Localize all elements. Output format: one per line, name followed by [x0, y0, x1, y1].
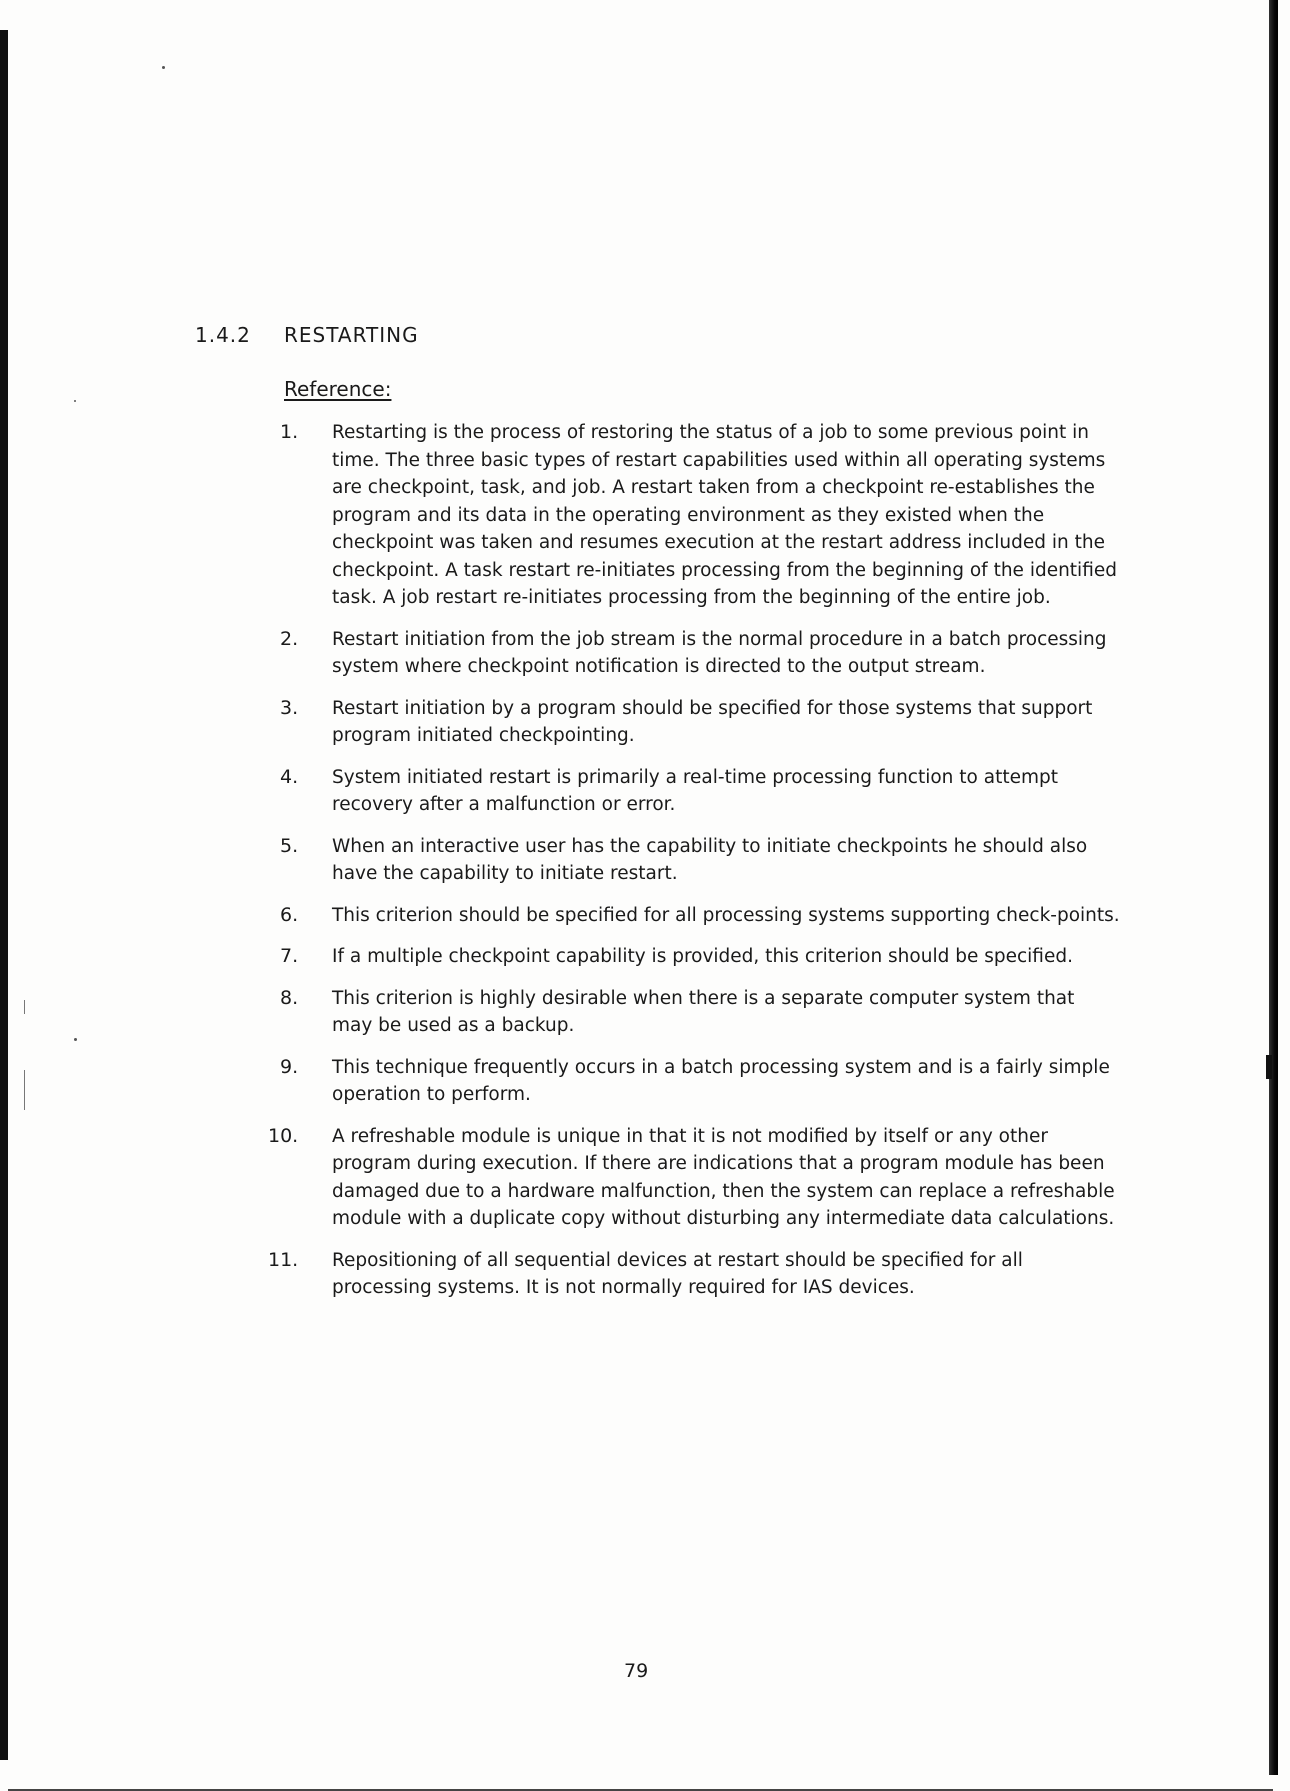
- list-item: [280, 985, 1120, 1040]
- list-item: [268, 1247, 1120, 1302]
- reference-label: Reference:: [284, 377, 392, 401]
- item-number: 5.: [280, 834, 299, 857]
- item-text: When an interactive user has the capability to initiate checkpoints he should also have the capability to initiate restart.: [332, 835, 1088, 884]
- item-text: This criterion should be specified for all processing systems supporting check-points.: [332, 904, 1120, 926]
- item-text: If a multiple checkpoint capability is provided, this criterion should be specified.: [332, 946, 1073, 967]
- item-text: Restart initiation by a program should be specified for those systems that support program initiated checkpointing.: [332, 697, 1093, 746]
- item-text: This criterion is highly desirable when there is a separate computer system that may be used as a backup.: [332, 987, 1075, 1036]
- item-text: Repositioning of all sequential devices at restart should be specified for all processing systems. It is not normally required for IAS devices.: [332, 1249, 1023, 1298]
- scan-edge-right: [1269, 0, 1278, 1775]
- list-item: [280, 902, 1120, 930]
- item-number: 1.: [280, 421, 299, 443]
- item-number: 10.: [268, 1124, 299, 1147]
- list-item: [268, 1123, 1120, 1233]
- list-item: [280, 1054, 1120, 1109]
- scan-edge-left: [0, 30, 8, 1760]
- scan-speck: [74, 1038, 77, 1041]
- scan-speck: [74, 400, 76, 402]
- scan-mark: [24, 1000, 25, 1014]
- item-number: 7.: [280, 945, 299, 967]
- item-number: 11.: [268, 1248, 299, 1271]
- page-number: 79: [624, 1660, 649, 1682]
- item-text: This technique frequently occurs in a batch processing system and is a fairly simple operation to perform.: [332, 1056, 1110, 1105]
- list-item: [280, 833, 1120, 888]
- list-item: [280, 764, 1120, 819]
- section-number: 1.4.2: [195, 323, 251, 347]
- item-text: A refreshable module is unique in that it is not modified by itself or any other program during execution. If there are indications that a program module has been damaged due to a hardware malfunction, then the system can replace a refreshable module with a duplicate copy without disturbing any intermediate data calculations.: [332, 1125, 1115, 1229]
- item-number: 4.: [280, 765, 299, 788]
- list-item: [280, 626, 1120, 681]
- reference-list: [268, 419, 1120, 1316]
- item-text: Restarting is the process of restoring the status of a job to some previous point in time. The three basic types of restart capabilities used within all operating systems are checkpoint, task, and job. A restart taken from a checkpoint re-establishes the program and its data in the operating environment as they existed when the checkpoint was taken and resumes execution at the restart address included in the checkpoint. A task restart re-initiates processing from the beginning of the identified task. A job restart re-initiates processing from the beginning of the entire job.: [332, 422, 1117, 608]
- scan-speck: [162, 66, 165, 69]
- list-item: [280, 943, 1120, 971]
- item-number: 9.: [280, 1055, 299, 1078]
- item-number: 2.: [280, 627, 299, 650]
- item-number: 8.: [280, 986, 299, 1009]
- item-number: 3.: [280, 696, 299, 719]
- list-item: [280, 695, 1120, 750]
- list-item: [280, 419, 1120, 612]
- item-text: Restart initiation from the job stream is the normal procedure in a batch processing system where checkpoint notification is directed to the output stream.: [332, 628, 1107, 677]
- scan-edge-notch: [1266, 1055, 1272, 1079]
- section-title: RESTARTING: [284, 323, 419, 347]
- item-text: System initiated restart is primarily a real-time processing function to attempt recovery after a malfunction or error.: [332, 766, 1058, 815]
- item-number: 6.: [280, 903, 299, 926]
- scan-mark: [24, 1070, 25, 1110]
